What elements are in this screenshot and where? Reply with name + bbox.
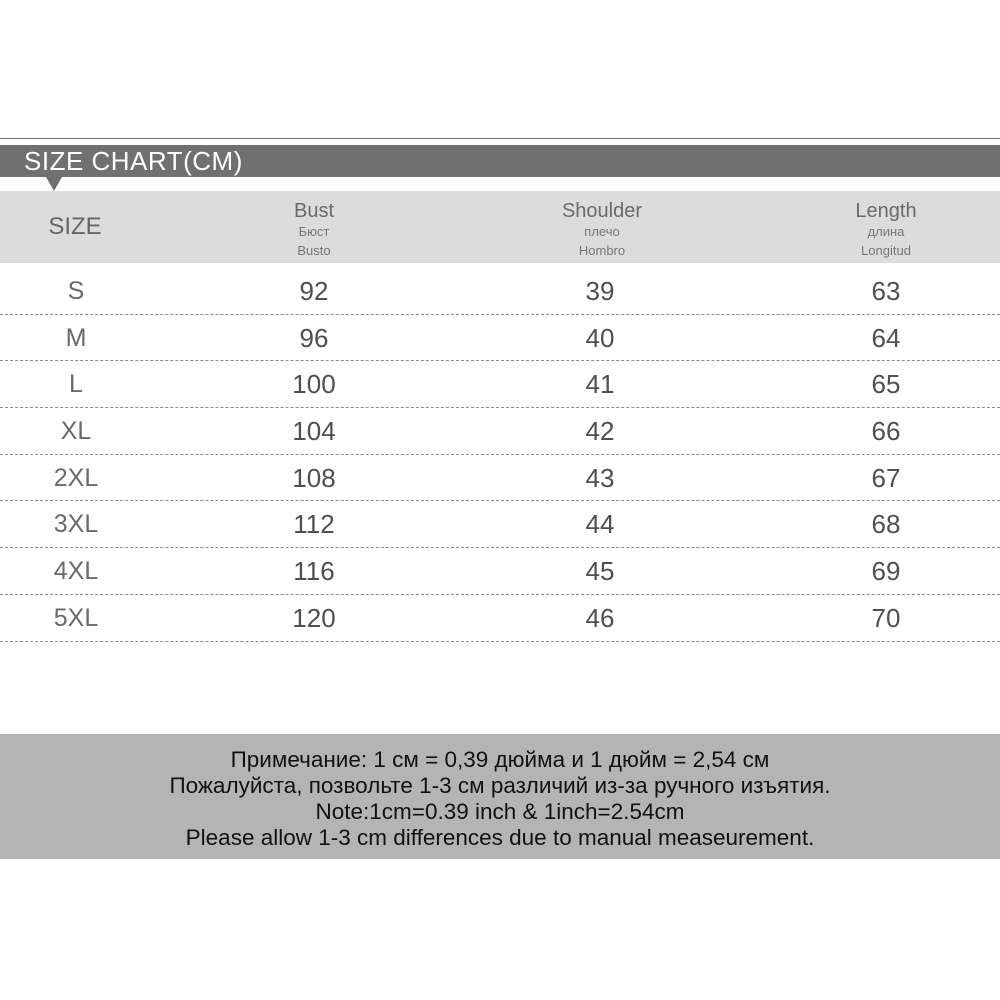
header-size: SIZE — [48, 213, 102, 240]
header-bust — [294, 191, 334, 263]
size-chart-title: SIZE CHART(CM) — [24, 146, 243, 176]
bust-cell: 116 — [293, 556, 335, 587]
table-row — [0, 408, 1000, 455]
size-cell: 5XL — [53, 603, 99, 632]
length-cell: 63 — [871, 276, 901, 306]
bust-cell: 112 — [293, 509, 335, 540]
size-cell: S — [67, 277, 85, 305]
shoulder-cell: 39 — [585, 276, 615, 306]
length-cell: 66 — [871, 416, 901, 447]
table-row — [0, 595, 1000, 642]
table-row — [0, 315, 1000, 362]
size-cell: 2XL — [53, 463, 99, 492]
header-shoulder-ru: плечо — [584, 224, 620, 239]
header-shoulder — [562, 191, 642, 263]
length-cell: 69 — [871, 556, 901, 587]
table-row — [0, 361, 1000, 408]
note-line-en-tolerance: Please allow 1-3 cm differences due to manual measeurement. — [185, 825, 815, 850]
length-cell: 64 — [871, 322, 901, 353]
size-cell: 4XL — [53, 557, 99, 586]
title-pointer-icon — [46, 177, 62, 191]
size-cell: XL — [60, 417, 92, 446]
header-shoulder-label: Shoulder — [561, 200, 643, 222]
shoulder-cell: 44 — [585, 509, 615, 540]
measurement-note-box — [0, 734, 1000, 859]
shoulder-cell: 42 — [585, 416, 615, 447]
bust-cell: 92 — [299, 276, 329, 306]
header-length — [855, 191, 916, 263]
length-cell: 65 — [871, 369, 901, 400]
bust-cell: 100 — [292, 369, 336, 400]
size-cell: L — [69, 370, 83, 399]
size-cell: 3XL — [53, 510, 99, 539]
shoulder-cell: 45 — [585, 556, 615, 587]
size-table-body — [0, 268, 1000, 642]
shoulder-cell: 41 — [585, 369, 615, 400]
header-shoulder-es: Hombro — [578, 243, 626, 258]
header-bust-ru: Бюст — [298, 224, 330, 239]
note-line-ru-tolerance: Пожалуйста, позвольте 1-3 см различий из-за ручного изъятия. — [169, 773, 831, 798]
shoulder-cell: 43 — [585, 462, 615, 493]
length-cell: 67 — [871, 462, 901, 493]
length-cell: 68 — [871, 509, 901, 540]
table-header — [0, 191, 1000, 263]
measurement-notes — [0, 747, 1000, 851]
header-bust-es: Busto — [297, 243, 331, 258]
table-row — [0, 501, 1000, 548]
table-row — [0, 455, 1000, 502]
length-cell: 70 — [871, 602, 901, 633]
header-length-ru: длина — [867, 224, 905, 239]
header-bust-label: Bust — [293, 200, 335, 222]
header-length-es: Longitud — [861, 243, 911, 258]
shoulder-cell: 40 — [585, 322, 615, 353]
note-line-ru-conversion: Примечание: 1 см = 0,39 дюйма и 1 дюйм = 2,54 см — [230, 747, 770, 772]
size-cell: M — [65, 323, 87, 352]
note-line-en-conversion: Note:1cm=0.39 inch & 1inch=2.54cm — [315, 799, 685, 824]
header-length-label: Length — [855, 200, 917, 222]
table-row — [0, 268, 1000, 315]
top-divider — [0, 138, 1000, 139]
bust-cell: 120 — [292, 602, 336, 633]
shoulder-cell: 46 — [585, 602, 615, 633]
size-chart-title-bar — [0, 145, 1000, 177]
bust-cell: 108 — [292, 462, 336, 493]
bust-cell: 104 — [292, 416, 336, 447]
table-row — [0, 548, 1000, 595]
bust-cell: 96 — [299, 322, 329, 353]
